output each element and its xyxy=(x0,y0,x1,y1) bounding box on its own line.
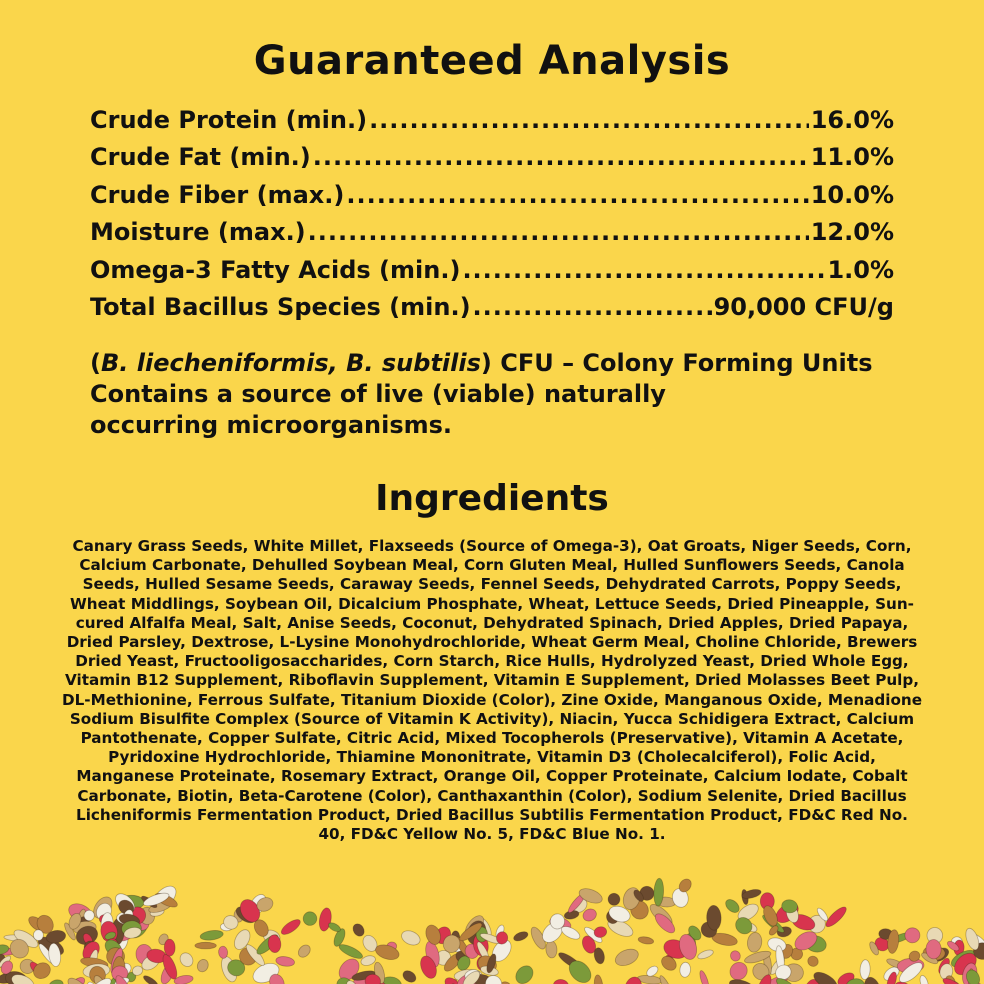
seed-piece xyxy=(401,968,418,984)
open-paren: ( xyxy=(90,349,101,377)
analysis-row-bacillus xyxy=(90,293,894,330)
seed-piece xyxy=(279,917,302,937)
seed-piece xyxy=(275,955,295,967)
cfu-definition: CFU – Colony Forming Units xyxy=(491,349,873,377)
seed-piece xyxy=(613,946,641,969)
seed-piece xyxy=(327,921,342,933)
analysis-value: 11.0% xyxy=(810,143,894,172)
seed-piece xyxy=(178,950,196,969)
seed-piece xyxy=(296,943,313,960)
seed-piece xyxy=(142,974,159,984)
seed-piece xyxy=(746,932,763,954)
seed-piece xyxy=(723,897,741,915)
ingredients-list: Canary Grass Seeds, White Millet, Flaxseeds (Source of Omega-3), Oat Groats, Niger Seeds, Corn, Calcium Carbonate, Dehulled Soybean Meal, Corn Gluten Meal, Hulled Sunflowers Seeds, Canola Seeds, Hulled Sesame Seeds, Caraway Seeds, Fennel Seeds, Dehydrated Carrots, Poppy Seeds, Wheat Middlings, Soybean Oil, Dicalcium Phosphate, Wheat, Lettuce Seeds, Dried Pineapple, Sun-cured Alfalfa Meal, Salt, Anise Seeds, Coconut, Dehydrated Spinach, Dried Apples, Dried Papaya, Dried Parsley, Dextrose, L-Lysine Monohydrochloride, Wheat Germ Meal, Choline Chloride, Brewers Dried Yeast, Fructooligosaccharides, Corn Starch, Rice Hulls, Hydrolyzed Yeast, Dried Whole Egg, Vitamin B12 Supplement, Riboflavin Supplement, Vitamin E Supplement, Dried Molasses Beet Pulp, DL-Methionine, Ferrous Sulfate, Titanium Dioxide (Color), Zine Oxide, Manganous Oxide, Menadione Sodium Bisulfite Complex (Source of Vitamin K Activity), Niacin, Yucca Schidigera Extract, Calcium Pantothenate, Copper Sulfate, Citric Acid, Mixed Tocopherols (Preservative), Vitamin A Acetate, Pyridoxine Hydrochloride, Thiamine Mononitrate, Vitamin D3 (Cholecalciferol), Folic Acid, Manganese Proteinate, Rosemary Extract, Orange Oil, Copper Proteinate, Calcium Iodate, Cobalt Carbonate, Biotin, Beta-Carotene (Color), Canthaxanthin (Color), Sodium Selenite, Dried Bacillus Licheniformis Fermentation Product, Dried Bacillus Subtilis Fermentation Product, FD&C Red No. 40, FD&C Yellow No. 5, FD&C Blue No. 1. xyxy=(62,537,922,844)
guaranteed-analysis-title: Guaranteed Analysis xyxy=(253,38,731,84)
seed-piece xyxy=(926,939,942,959)
seed-piece xyxy=(200,929,224,941)
analysis-value: 16.0% xyxy=(810,106,894,134)
analysis-value: 90,000 CFU/g xyxy=(713,292,894,321)
analysis-label: Omega-3 Fatty Acids (min.) xyxy=(90,255,461,284)
seed-piece xyxy=(918,974,929,984)
analysis-label: Crude Fat (min.) xyxy=(90,143,311,172)
seed-piece xyxy=(303,912,317,926)
dot-leader xyxy=(473,293,712,321)
seed-piece xyxy=(399,928,422,948)
dot-leader xyxy=(308,218,809,246)
note-line-2: Contains a source of live (viable) naturally xyxy=(90,380,666,408)
seed-piece xyxy=(196,958,211,974)
seed-piece xyxy=(607,892,622,907)
seed-piece xyxy=(679,962,691,978)
analysis-row-crude-protein xyxy=(90,106,894,143)
seed-mix-illustration xyxy=(0,870,984,984)
seed-piece xyxy=(593,974,604,984)
dot-leader xyxy=(462,256,825,284)
note-line-1 xyxy=(90,348,900,379)
seed-piece xyxy=(697,948,715,960)
analysis-value: 1.0% xyxy=(827,255,894,284)
dot-leader xyxy=(313,143,809,171)
seed-piece xyxy=(512,962,536,984)
close-paren: ) xyxy=(480,349,492,377)
seed-piece xyxy=(512,930,529,943)
analysis-label: Crude Protein (min.) xyxy=(90,106,368,134)
seed-piece xyxy=(164,939,175,956)
dot-leader xyxy=(369,106,809,134)
analysis-value: 12.0% xyxy=(810,218,894,247)
seed-piece xyxy=(698,970,710,984)
seed-piece xyxy=(806,954,820,968)
analysis-row-crude-fat xyxy=(90,143,894,180)
seed-piece xyxy=(218,946,228,959)
bacillus-species: B. liecheniformis, B. subtilis xyxy=(100,349,481,377)
analysis-label: Total Bacillus Species (min.) xyxy=(90,292,471,321)
analysis-label: Moisture (max.) xyxy=(90,218,306,247)
dot-leader xyxy=(346,181,808,209)
ingredients-title: Ingredients xyxy=(375,478,609,519)
analysis-row-crude-fiber xyxy=(90,181,894,218)
seed-piece xyxy=(729,949,742,963)
seed-piece xyxy=(351,922,367,938)
analysis-table xyxy=(90,106,894,330)
bacillus-note xyxy=(90,348,900,441)
seed-piece xyxy=(84,910,95,921)
seed-piece xyxy=(545,940,557,958)
seed-piece xyxy=(47,978,64,984)
analysis-row-omega-3 xyxy=(90,256,894,293)
seed-piece xyxy=(195,942,216,949)
note-line-3: occurring microorganisms. xyxy=(90,411,453,439)
analysis-label: Crude Fiber (max.) xyxy=(90,180,345,209)
seed-piece xyxy=(337,942,364,961)
seed-piece xyxy=(860,959,871,979)
analysis-value: 10.0% xyxy=(810,180,894,209)
seed-piece xyxy=(638,936,655,945)
analysis-row-moisture xyxy=(90,218,894,255)
seed-piece xyxy=(552,978,570,984)
seed-piece xyxy=(902,925,923,946)
seed-mix-image xyxy=(0,870,984,984)
